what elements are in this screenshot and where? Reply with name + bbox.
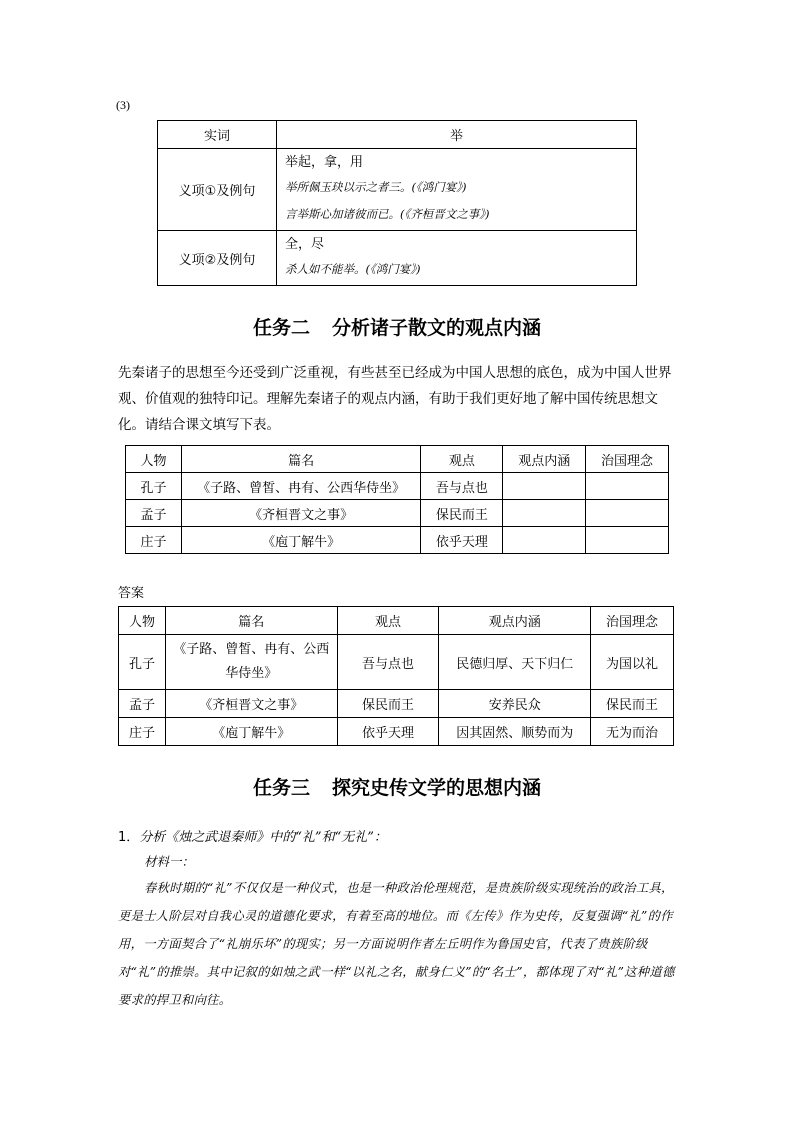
question-number: 1． (118, 830, 140, 845)
table-header: 篇名 (165, 607, 337, 635)
table-cell: 孔子 (126, 473, 182, 500)
table-cell: 为国以礼 (591, 635, 674, 690)
table-cell: 保民而王 (421, 500, 503, 527)
task2-title-num: 任务二 (252, 317, 310, 339)
task2-intro: 先秦诸子的思想至今还受到广泛重视，有些甚至已经成为中国人思想的底色，成为中国人世界观、价值观的独特印记。理解先秦诸子的观点内涵，有助于我们更好地了解中国传统思想文化。请结合课文填写下表。 (118, 365, 672, 433)
table-cell (503, 500, 586, 527)
vocab-meaning: 举起，拿，用 (285, 155, 364, 170)
table-row (119, 718, 674, 746)
table-row (119, 690, 674, 718)
table-cell: 吾与点也 (421, 473, 503, 500)
vocab-example: 言举斯心加诸彼而已。(《齐桓晋文之事》) (285, 207, 490, 221)
material-label: 材料一： (144, 854, 195, 869)
table-row (126, 473, 669, 500)
section-number: (3) (116, 98, 130, 112)
table-cell: 保民而王 (337, 690, 439, 718)
task2-table (125, 445, 669, 554)
vocab-row-label: 义项②及例句 (158, 231, 277, 286)
table-row (126, 527, 669, 554)
table-cell: 孟子 (126, 500, 182, 527)
vocab-example: 举所佩玉玦以示之者三。(《鸿门宴》) (285, 180, 467, 194)
table-cell: 保民而王 (591, 690, 674, 718)
task3-title-text: 探究史传文学的思想内涵 (332, 777, 542, 799)
vocab-meaning: 全，尽 (285, 237, 325, 252)
table-header: 观点内涵 (503, 446, 586, 473)
vocab-example: 杀人如不能举。(《鸿门宴》) (285, 262, 421, 276)
table-cell: 安养民众 (439, 690, 591, 718)
table-cell: 依乎天理 (337, 718, 439, 746)
question-1 (118, 826, 387, 845)
table-header: 观点内涵 (439, 607, 591, 635)
task3-title-num: 任务三 (252, 777, 310, 799)
table-cell (503, 527, 586, 554)
table-cell: 《庖丁解牛》 (181, 527, 421, 554)
table-cell (586, 500, 669, 527)
table-cell: 《子路、曾皙、冉有、公西华侍坐》 (181, 473, 421, 500)
vocab-header-right: 举 (277, 121, 637, 149)
vocab-header-left: 实词 (158, 121, 277, 149)
table-row (126, 500, 669, 527)
table-cell (586, 473, 669, 500)
table-cell: 孟子 (119, 690, 166, 718)
table-cell: 依乎天理 (421, 527, 503, 554)
table-cell (503, 473, 586, 500)
vocab-row-content (277, 231, 637, 286)
answer-table (118, 606, 674, 746)
vocab-row-content (277, 149, 637, 231)
vocab-row-label: 义项①及例句 (158, 149, 277, 231)
table-cell: 无为而治 (591, 718, 674, 746)
table-header: 观点 (337, 607, 439, 635)
table-cell: 《齐桓晋文之事》 (181, 500, 421, 527)
table-header: 人物 (119, 607, 166, 635)
table-cell: 民德归厚、天下归仁 (439, 635, 591, 690)
material-paragraph: 春秋时期的“礼”不仅仅是一种仪式，也是一种政治伦理规范，是贵族阶级实现统治的政治工具，更是士人阶层对自我心灵的道德化要求，有着至高的地位。而《左传》作为史传，反复强调“礼”的作用，一方面契合了“礼崩乐坏”的现实；另一方面说明作者左丘明作为鲁国史官，代表了贵族阶级对“礼”的推崇。其中记叙的如烛之武一样“以礼之名，献身仁义”的“名士”，都体现了对“礼”这种道德要求的捍卫和向往。 (118, 881, 675, 1007)
question-text: 分析《烛之武退秦师》中的“礼”和“无礼”： (139, 830, 387, 845)
table-cell: 《子路、曾皙、冉有、公西华侍坐》 (165, 635, 337, 690)
table-cell: 孔子 (119, 635, 166, 690)
table-cell: 《齐桓晋文之事》 (165, 690, 337, 718)
task2-title-text: 分析诸子散文的观点内涵 (332, 317, 542, 339)
table-cell: 庄子 (126, 527, 182, 554)
table-header: 篇名 (181, 446, 421, 473)
table-row (119, 635, 674, 690)
table-cell: 《庖丁解牛》 (165, 718, 337, 746)
answer-label: 答案 (118, 586, 145, 601)
table-header: 人物 (126, 446, 182, 473)
table-header: 治国理念 (586, 446, 669, 473)
table-header: 观点 (421, 446, 503, 473)
vocab-table (157, 120, 637, 286)
table-cell: 庄子 (119, 718, 166, 746)
task3-title (0, 773, 794, 800)
table-cell: 吾与点也 (337, 635, 439, 690)
table-cell (586, 527, 669, 554)
table-header: 治国理念 (591, 607, 674, 635)
task2-title (0, 313, 794, 340)
table-cell: 因其固然、顺势而为 (439, 718, 591, 746)
